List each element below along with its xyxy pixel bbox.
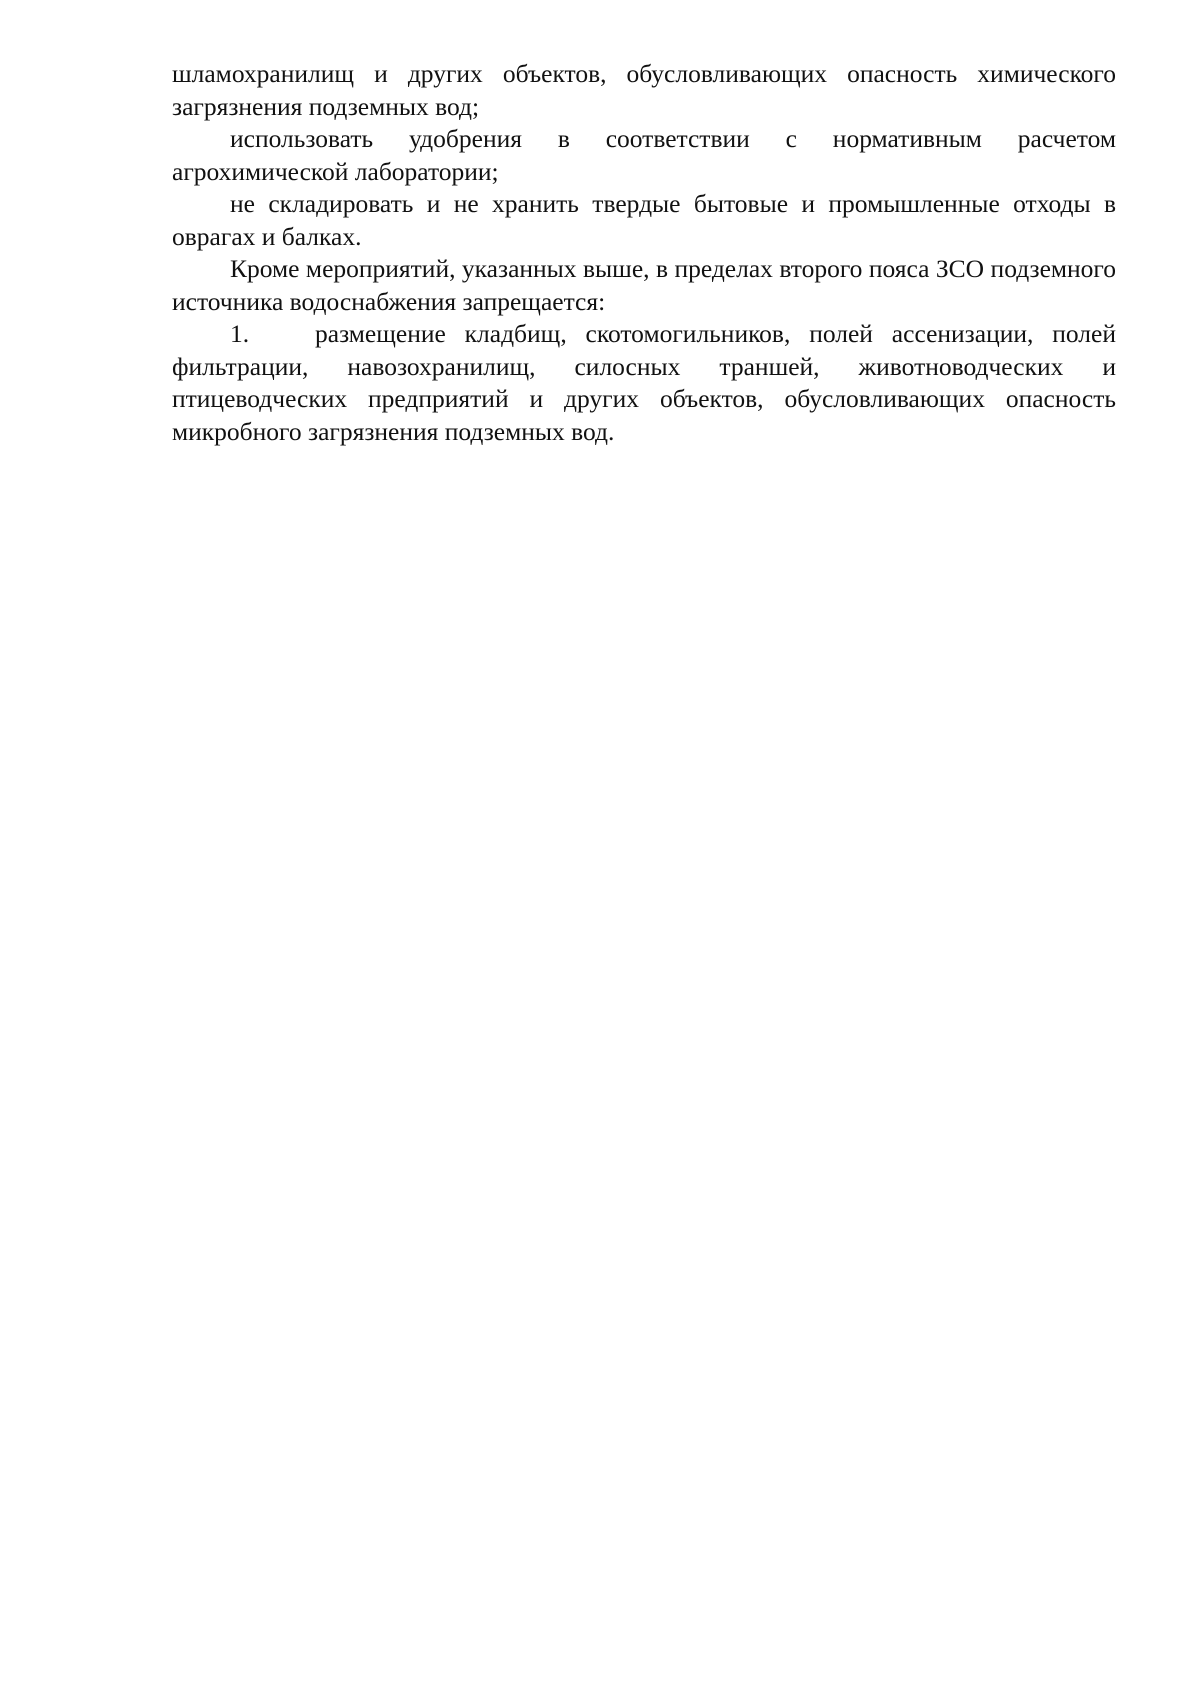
paragraph-second-belt-prohibitions: Кроме мероприятий, указанных выше, в пределах второго пояса ЗСО подземного источника водоснабжения запрещается:: [172, 254, 1116, 316]
list-item: [172, 318, 1116, 448]
document-body: [172, 58, 1116, 448]
paragraph-waste-storage: не складировать и не хранить твердые бытовые и промышленные отходы в оврагах и балках.: [172, 189, 1116, 251]
list-item-text: размещение кладбищ, скотомогильников, полей ассенизации, полей фильтрации, навозохранилищ, силосных траншей, животноводческих и птицеводческих предприятий и других объектов, обусловливающих опасность микробного загрязнения подземных вод.: [172, 319, 1116, 446]
list-item-number: 1.: [230, 319, 250, 348]
paragraph-continuation: шламохранилищ и других объектов, обусловливающих опасность химического загрязнения подземных вод;: [172, 59, 1116, 121]
paragraph-fertilizers: использовать удобрения в соответствии с нормативным расчетом агрохимической лаборатории;: [172, 124, 1116, 186]
